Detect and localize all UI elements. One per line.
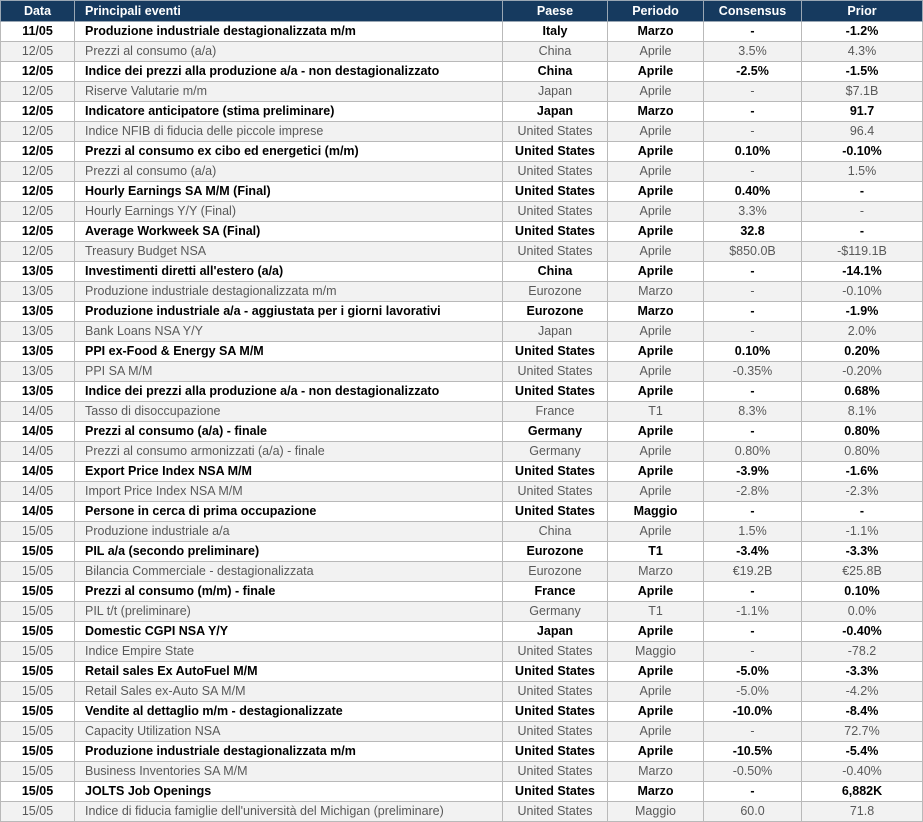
- cell-event: Prezzi al consumo (a/a) - finale: [75, 422, 503, 442]
- table-row: [1, 582, 923, 602]
- cell-prior: -3.3%: [802, 542, 923, 562]
- cell-prior: -1.6%: [802, 462, 923, 482]
- cell-country: China: [503, 522, 608, 542]
- cell-country: United States: [503, 462, 608, 482]
- cell-prior: 0.20%: [802, 342, 923, 362]
- table-row: [1, 122, 923, 142]
- header-country: Paese: [503, 1, 608, 22]
- table-row: [1, 622, 923, 642]
- cell-period: Marzo: [608, 562, 704, 582]
- cell-prior: 4.3%: [802, 42, 923, 62]
- table-row: [1, 262, 923, 282]
- cell-event: Treasury Budget NSA: [75, 242, 503, 262]
- cell-prior: -1.2%: [802, 22, 923, 42]
- cell-date: 12/05: [1, 162, 75, 182]
- cell-consensus: -: [704, 422, 802, 442]
- cell-consensus: $850.0B: [704, 242, 802, 262]
- cell-event: Riserve Valutarie m/m: [75, 82, 503, 102]
- cell-prior: -0.10%: [802, 282, 923, 302]
- cell-prior: 0.0%: [802, 602, 923, 622]
- cell-consensus: -1.1%: [704, 602, 802, 622]
- table-row: [1, 742, 923, 762]
- cell-prior: €25.8B: [802, 562, 923, 582]
- cell-period: Marzo: [608, 22, 704, 42]
- table-row: [1, 162, 923, 182]
- cell-period: Marzo: [608, 302, 704, 322]
- cell-prior: 2.0%: [802, 322, 923, 342]
- cell-prior: -78.2: [802, 642, 923, 662]
- cell-date: 15/05: [1, 562, 75, 582]
- header-event: Principali eventi: [75, 1, 503, 22]
- cell-consensus: 0.10%: [704, 342, 802, 362]
- cell-country: United States: [503, 642, 608, 662]
- cell-consensus: -3.9%: [704, 462, 802, 482]
- cell-prior: 71.8: [802, 802, 923, 822]
- cell-date: 12/05: [1, 82, 75, 102]
- header-date: Data: [1, 1, 75, 22]
- cell-prior: 96.4: [802, 122, 923, 142]
- cell-period: T1: [608, 542, 704, 562]
- cell-country: United States: [503, 702, 608, 722]
- cell-consensus: -: [704, 582, 802, 602]
- cell-prior: -0.40%: [802, 762, 923, 782]
- cell-date: 15/05: [1, 702, 75, 722]
- cell-country: Germany: [503, 442, 608, 462]
- cell-period: Marzo: [608, 762, 704, 782]
- cell-period: Marzo: [608, 782, 704, 802]
- table-row: [1, 102, 923, 122]
- cell-event: Investimenti diretti all'estero (a/a): [75, 262, 503, 282]
- cell-country: United States: [503, 502, 608, 522]
- cell-country: Japan: [503, 322, 608, 342]
- cell-period: Aprile: [608, 82, 704, 102]
- cell-prior: 0.68%: [802, 382, 923, 402]
- cell-prior: -$119.1B: [802, 242, 923, 262]
- header-consensus: Consensus: [704, 1, 802, 22]
- cell-country: China: [503, 42, 608, 62]
- table-row: [1, 642, 923, 662]
- table-row: [1, 142, 923, 162]
- cell-event: Persone in cerca di prima occupazione: [75, 502, 503, 522]
- cell-consensus: 0.10%: [704, 142, 802, 162]
- cell-event: PPI ex-Food & Energy SA M/M: [75, 342, 503, 362]
- cell-event: PPI SA M/M: [75, 362, 503, 382]
- cell-consensus: -: [704, 382, 802, 402]
- cell-consensus: 8.3%: [704, 402, 802, 422]
- cell-consensus: -: [704, 642, 802, 662]
- cell-date: 12/05: [1, 102, 75, 122]
- cell-prior: -3.3%: [802, 662, 923, 682]
- cell-prior: 6,882K: [802, 782, 923, 802]
- table-row: [1, 602, 923, 622]
- cell-period: Aprile: [608, 422, 704, 442]
- table-row: [1, 382, 923, 402]
- table-row: [1, 782, 923, 802]
- cell-consensus: 0.40%: [704, 182, 802, 202]
- cell-consensus: -3.4%: [704, 542, 802, 562]
- table-row: [1, 342, 923, 362]
- cell-consensus: -: [704, 322, 802, 342]
- cell-country: China: [503, 262, 608, 282]
- cell-prior: -14.1%: [802, 262, 923, 282]
- cell-prior: -1.9%: [802, 302, 923, 322]
- cell-date: 15/05: [1, 782, 75, 802]
- cell-consensus: -5.0%: [704, 682, 802, 702]
- cell-consensus: 3.3%: [704, 202, 802, 222]
- cell-event: Import Price Index NSA M/M: [75, 482, 503, 502]
- cell-country: Japan: [503, 102, 608, 122]
- table-row: [1, 402, 923, 422]
- cell-date: 13/05: [1, 262, 75, 282]
- cell-country: United States: [503, 802, 608, 822]
- table-row: [1, 42, 923, 62]
- table-row: [1, 662, 923, 682]
- table-row: [1, 442, 923, 462]
- cell-country: Eurozone: [503, 282, 608, 302]
- cell-period: Aprile: [608, 362, 704, 382]
- cell-period: Aprile: [608, 222, 704, 242]
- cell-date: 14/05: [1, 482, 75, 502]
- cell-prior: -1.1%: [802, 522, 923, 542]
- cell-period: Aprile: [608, 662, 704, 682]
- cell-consensus: -2.8%: [704, 482, 802, 502]
- cell-event: Indicatore anticipatore (stima preliminare): [75, 102, 503, 122]
- cell-event: Retail sales Ex AutoFuel M/M: [75, 662, 503, 682]
- cell-date: 11/05: [1, 22, 75, 42]
- cell-consensus: -: [704, 262, 802, 282]
- cell-country: United States: [503, 362, 608, 382]
- table-row: [1, 562, 923, 582]
- cell-consensus: -10.5%: [704, 742, 802, 762]
- cell-consensus: -: [704, 282, 802, 302]
- cell-date: 15/05: [1, 582, 75, 602]
- table-row: [1, 762, 923, 782]
- cell-date: 14/05: [1, 402, 75, 422]
- cell-prior: -0.40%: [802, 622, 923, 642]
- cell-consensus: -10.0%: [704, 702, 802, 722]
- cell-event: Prezzi al consumo (a/a): [75, 162, 503, 182]
- cell-date: 15/05: [1, 642, 75, 662]
- table-row: [1, 202, 923, 222]
- cell-date: 12/05: [1, 182, 75, 202]
- cell-country: Germany: [503, 602, 608, 622]
- cell-prior: -: [802, 202, 923, 222]
- cell-event: Produzione industriale destagionalizzata m/m: [75, 282, 503, 302]
- cell-event: Hourly Earnings Y/Y (Final): [75, 202, 503, 222]
- cell-date: 13/05: [1, 282, 75, 302]
- cell-date: 12/05: [1, 142, 75, 162]
- cell-event: Bank Loans NSA Y/Y: [75, 322, 503, 342]
- cell-event: Indice di fiducia famiglie dell'università del Michigan (preliminare): [75, 802, 503, 822]
- cell-country: France: [503, 402, 608, 422]
- cell-prior: $7.1B: [802, 82, 923, 102]
- cell-event: Indice Empire State: [75, 642, 503, 662]
- table-row: [1, 522, 923, 542]
- cell-period: Aprile: [608, 202, 704, 222]
- cell-consensus: -: [704, 22, 802, 42]
- table-row: [1, 702, 923, 722]
- cell-period: Maggio: [608, 802, 704, 822]
- cell-period: Aprile: [608, 622, 704, 642]
- cell-prior: 0.80%: [802, 422, 923, 442]
- table-row: [1, 302, 923, 322]
- cell-country: United States: [503, 662, 608, 682]
- cell-event: Export Price Index NSA M/M: [75, 462, 503, 482]
- cell-consensus: -: [704, 82, 802, 102]
- cell-date: 13/05: [1, 322, 75, 342]
- cell-period: Aprile: [608, 62, 704, 82]
- cell-period: Aprile: [608, 162, 704, 182]
- table-row: [1, 22, 923, 42]
- table-row: [1, 542, 923, 562]
- cell-period: Aprile: [608, 742, 704, 762]
- cell-event: Bilancia Commerciale - destagionalizzata: [75, 562, 503, 582]
- cell-period: Maggio: [608, 642, 704, 662]
- cell-consensus: -: [704, 122, 802, 142]
- cell-prior: 0.80%: [802, 442, 923, 462]
- cell-period: Aprile: [608, 522, 704, 542]
- cell-event: Prezzi al consumo ex cibo ed energetici (m/m): [75, 142, 503, 162]
- cell-period: Aprile: [608, 702, 704, 722]
- cell-event: Retail Sales ex-Auto SA M/M: [75, 682, 503, 702]
- cell-period: Marzo: [608, 102, 704, 122]
- cell-country: United States: [503, 162, 608, 182]
- cell-prior: -8.4%: [802, 702, 923, 722]
- table-row: [1, 222, 923, 242]
- table-row: [1, 682, 923, 702]
- cell-event: Indice NFIB di fiducia delle piccole imprese: [75, 122, 503, 142]
- cell-period: Aprile: [608, 682, 704, 702]
- cell-period: Aprile: [608, 582, 704, 602]
- cell-event: JOLTS Job Openings: [75, 782, 503, 802]
- cell-country: United States: [503, 342, 608, 362]
- cell-country: Germany: [503, 422, 608, 442]
- table-row: [1, 62, 923, 82]
- cell-period: Aprile: [608, 722, 704, 742]
- cell-period: Maggio: [608, 502, 704, 522]
- cell-event: Domestic CGPI NSA Y/Y: [75, 622, 503, 642]
- cell-consensus: -: [704, 102, 802, 122]
- cell-prior: 0.10%: [802, 582, 923, 602]
- table-row: [1, 182, 923, 202]
- cell-country: China: [503, 62, 608, 82]
- cell-period: Aprile: [608, 262, 704, 282]
- cell-date: 15/05: [1, 682, 75, 702]
- cell-period: Aprile: [608, 322, 704, 342]
- cell-country: United States: [503, 742, 608, 762]
- cell-prior: -: [802, 502, 923, 522]
- table-row: [1, 362, 923, 382]
- cell-country: United States: [503, 722, 608, 742]
- cell-country: Japan: [503, 622, 608, 642]
- cell-country: United States: [503, 222, 608, 242]
- cell-prior: -1.5%: [802, 62, 923, 82]
- cell-date: 15/05: [1, 522, 75, 542]
- cell-date: 12/05: [1, 42, 75, 62]
- cell-event: Indice dei prezzi alla produzione a/a - non destagionalizzato: [75, 62, 503, 82]
- cell-consensus: -0.35%: [704, 362, 802, 382]
- cell-date: 14/05: [1, 442, 75, 462]
- cell-country: United States: [503, 762, 608, 782]
- cell-country: United States: [503, 682, 608, 702]
- cell-country: United States: [503, 242, 608, 262]
- table-row: [1, 802, 923, 822]
- cell-consensus: -: [704, 622, 802, 642]
- cell-date: 15/05: [1, 802, 75, 822]
- cell-date: 12/05: [1, 222, 75, 242]
- cell-consensus: 3.5%: [704, 42, 802, 62]
- cell-period: Aprile: [608, 342, 704, 362]
- cell-prior: -4.2%: [802, 682, 923, 702]
- cell-event: Produzione industriale destagionalizzata m/m: [75, 742, 503, 762]
- cell-event: Prezzi al consumo (m/m) - finale: [75, 582, 503, 602]
- cell-date: 14/05: [1, 422, 75, 442]
- cell-period: Aprile: [608, 482, 704, 502]
- cell-event: Prezzi al consumo (a/a): [75, 42, 503, 62]
- cell-date: 13/05: [1, 382, 75, 402]
- cell-event: Tasso di disoccupazione: [75, 402, 503, 422]
- cell-date: 15/05: [1, 542, 75, 562]
- cell-period: Aprile: [608, 442, 704, 462]
- cell-country: France: [503, 582, 608, 602]
- cell-period: Marzo: [608, 282, 704, 302]
- cell-period: Aprile: [608, 42, 704, 62]
- cell-event: Average Workweek SA (Final): [75, 222, 503, 242]
- cell-country: Italy: [503, 22, 608, 42]
- cell-consensus: 60.0: [704, 802, 802, 822]
- cell-prior: 8.1%: [802, 402, 923, 422]
- cell-country: United States: [503, 142, 608, 162]
- cell-event: Produzione industriale destagionalizzata m/m: [75, 22, 503, 42]
- header-prior: Prior: [802, 1, 923, 22]
- cell-country: Eurozone: [503, 542, 608, 562]
- header-row: [1, 1, 923, 22]
- cell-period: Aprile: [608, 122, 704, 142]
- cell-period: Aprile: [608, 242, 704, 262]
- cell-period: Aprile: [608, 142, 704, 162]
- table-row: [1, 502, 923, 522]
- cell-date: 12/05: [1, 62, 75, 82]
- cell-consensus: -: [704, 782, 802, 802]
- cell-date: 12/05: [1, 242, 75, 262]
- table-row: [1, 282, 923, 302]
- cell-prior: 1.5%: [802, 162, 923, 182]
- cell-country: Japan: [503, 82, 608, 102]
- cell-date: 14/05: [1, 462, 75, 482]
- cell-country: United States: [503, 782, 608, 802]
- cell-consensus: -5.0%: [704, 662, 802, 682]
- cell-country: United States: [503, 122, 608, 142]
- table-row: [1, 242, 923, 262]
- cell-country: United States: [503, 382, 608, 402]
- cell-date: 15/05: [1, 762, 75, 782]
- cell-event: Prezzi al consumo armonizzati (a/a) - finale: [75, 442, 503, 462]
- table-row: [1, 722, 923, 742]
- cell-event: Produzione industriale a/a: [75, 522, 503, 542]
- header-period: Periodo: [608, 1, 704, 22]
- cell-consensus: 0.80%: [704, 442, 802, 462]
- cell-consensus: -: [704, 722, 802, 742]
- cell-consensus: 1.5%: [704, 522, 802, 542]
- table-row: [1, 482, 923, 502]
- table-row: [1, 462, 923, 482]
- cell-country: United States: [503, 182, 608, 202]
- cell-date: 14/05: [1, 502, 75, 522]
- cell-country: United States: [503, 482, 608, 502]
- cell-period: T1: [608, 402, 704, 422]
- table-row: [1, 322, 923, 342]
- table-row: [1, 82, 923, 102]
- cell-event: Business Inventories SA M/M: [75, 762, 503, 782]
- cell-event: PIL t/t (preliminare): [75, 602, 503, 622]
- cell-prior: 91.7: [802, 102, 923, 122]
- cell-date: 13/05: [1, 362, 75, 382]
- cell-date: 13/05: [1, 342, 75, 362]
- cell-prior: 72.7%: [802, 722, 923, 742]
- cell-date: 12/05: [1, 122, 75, 142]
- cell-prior: -0.20%: [802, 362, 923, 382]
- cell-consensus: -: [704, 502, 802, 522]
- cell-date: 15/05: [1, 602, 75, 622]
- cell-country: United States: [503, 202, 608, 222]
- cell-date: 15/05: [1, 742, 75, 762]
- cell-prior: -: [802, 182, 923, 202]
- cell-prior: -: [802, 222, 923, 242]
- cell-country: Eurozone: [503, 562, 608, 582]
- cell-date: 15/05: [1, 662, 75, 682]
- cell-prior: -5.4%: [802, 742, 923, 762]
- cell-country: Eurozone: [503, 302, 608, 322]
- cell-consensus: -2.5%: [704, 62, 802, 82]
- cell-event: Hourly Earnings SA M/M (Final): [75, 182, 503, 202]
- cell-consensus: -: [704, 302, 802, 322]
- table-row: [1, 422, 923, 442]
- cell-period: Aprile: [608, 462, 704, 482]
- cell-period: T1: [608, 602, 704, 622]
- cell-event: PIL a/a (secondo preliminare): [75, 542, 503, 562]
- cell-period: Aprile: [608, 182, 704, 202]
- cell-date: 13/05: [1, 302, 75, 322]
- cell-event: Indice dei prezzi alla produzione a/a - non destagionalizzato: [75, 382, 503, 402]
- cell-date: 12/05: [1, 202, 75, 222]
- cell-prior: -0.10%: [802, 142, 923, 162]
- cell-event: Vendite al dettaglio m/m - destagionalizzate: [75, 702, 503, 722]
- cell-consensus: -: [704, 162, 802, 182]
- cell-prior: -2.3%: [802, 482, 923, 502]
- cell-event: Capacity Utilization NSA: [75, 722, 503, 742]
- cell-consensus: -0.50%: [704, 762, 802, 782]
- cell-date: 15/05: [1, 622, 75, 642]
- cell-consensus: €19.2B: [704, 562, 802, 582]
- cell-event: Produzione industriale a/a - aggiustata per i giorni lavorativi: [75, 302, 503, 322]
- cell-consensus: 32.8: [704, 222, 802, 242]
- cell-period: Aprile: [608, 382, 704, 402]
- cell-date: 15/05: [1, 722, 75, 742]
